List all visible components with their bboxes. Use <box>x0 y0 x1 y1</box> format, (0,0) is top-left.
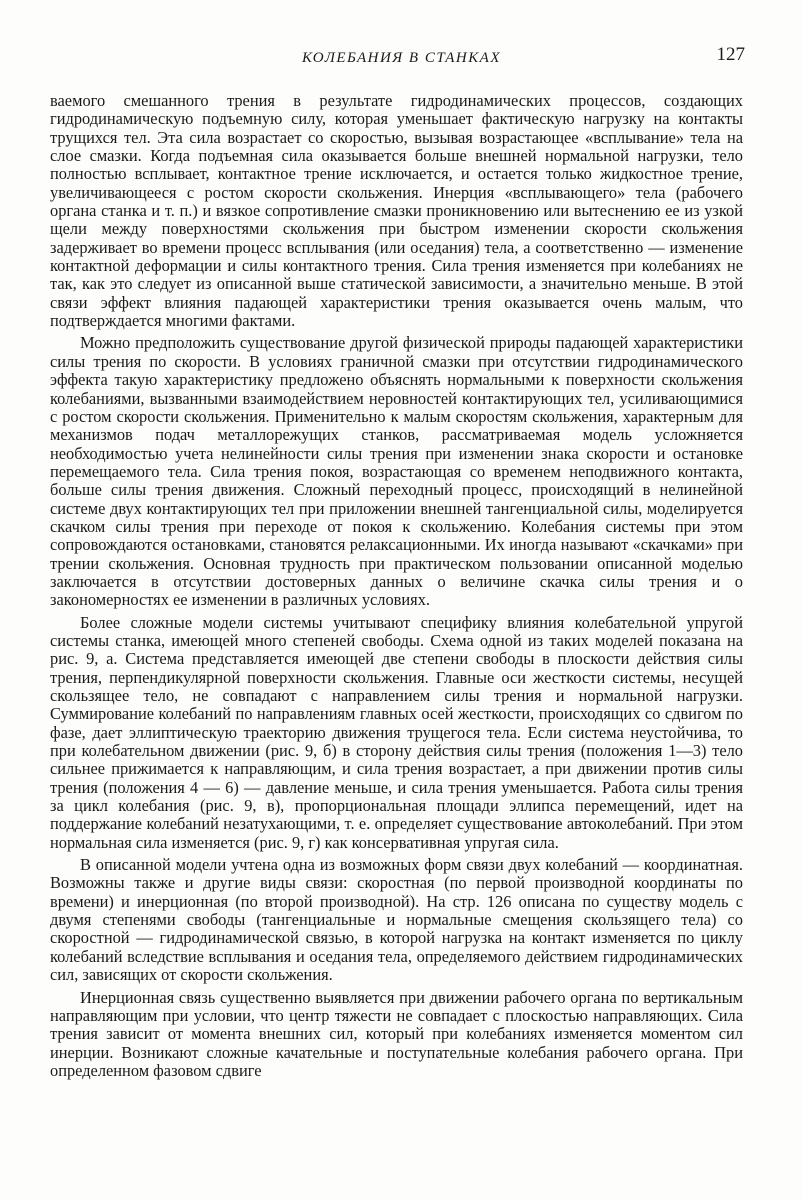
paragraph-continuation: ваемого смешанного трения в результате гидродинамических процессов, создающих гидродинамическую подъемную силу, которая уменьшает фактическую нагрузку на контакты трущихся тел. Эта сила возрастает со скоростью, вызывая возрастающее «всплывание» тела на слое смазки. Когда подъемная сила оказывается больше внешней нормальной нагрузки, тело полностью всплывает, контактное трение исключается, и остается только жидкостное трение, увеличивающееся с ростом скорости скольжения. Инерция «всплывающего» тела (рабочего органа станка и т. п.) и вязкое сопротивление смазки проникновению или вытеснению ее из узкой щели между поверхностями скольжения при быстром изменении скорости скольжения задерживает во времени процесс всплывания (или оседания) тела, а соответственно — изменение контактной деформации и силы контактного трения. Сила трения изменяется при колебаниях не так, как это следует из описанной выше статической зависимости, а значительно меньше. В этой связи эффект влияния падающей характеристики трения оказывается очень малым, что подтверждается многими фактами. <box>50 91 743 331</box>
running-head: КОЛЕБАНИЯ В СТАНКАХ <box>301 50 501 66</box>
page-number: 127 <box>716 44 745 65</box>
paragraph: Можно предположить существование другой физической природы падающей характеристики силы трения по скорости. В условиях граничной смазки при отсутствии гидродинамического эффекта такую характеристику предложено объяснять нормальными к поверхности скольжения колебаниями, вызванными взаимодействием неровностей контактирующих тел, усиливающимися с ростом скорости скольжения. Применительно к малым скоростям скольжения, характерным для механизмов подач металлорежущих станков, рассматриваемая модель усложняется необходимостью учета нелинейности силы трения при изменении знака скорости и остановке перемещаемого тела. Сила трения покоя, возрастающая со временем неподвижного контакта, больше силы трения движения. Сложный переходный процесс, происходящий в нелинейной системе двух контактирующих тел при приложении внешней тангенциальной силы, моделируется скачком силы трения при переходе от покоя к скольжению. Колебания системы при этом сопровождаются остановками, становятся релаксационными. Их иногда называют «скачками» при трении скольжения. Основная трудность при практическом пользовании описанной моделью заключается в отсутствии достоверных данных о величине скачка силы трения и о закономерностях ее изменении в различных условиях. <box>50 333 743 610</box>
body-text <box>50 92 743 1080</box>
paragraph: Более сложные модели системы учитывают специфику влияния колебательной упругой системы станка, имеющей много степеней свободы. Схема одной из таких моделей показана на рис. 9, а. Система представляется имеющей две степени свободы в плоскости действия силы трения, перпендикулярной поверхности скольжения. Главные оси жесткости системы, несущей скользящее тело, не совпадают с направлением силы трения и нормальной нагрузки. Суммирование колебаний по направлениям главных осей жесткости, происходящих со сдвигом по фазе, дает эллиптическую траекторию движения трущегося тела. Если система неустойчива, то при колебательном движении (рис. 9, б) в сторону действия силы трения (положения 1—3) тело сильнее прижимается к направляющим, и сила трения возрастает, а при движении против силы трения (положения 4 — 6) — давление меньше, и сила трения уменьшается. Работа силы трения за цикл колебания (рис. 9, в), пропорциональная площади эллипса перемещений, идет на поддержание колебаний незатухающими, т. е. определяет существование автоколебаний. При этом нормальная сила изменяется (рис. 9, г) как консервативная упругая сила. <box>50 612 743 852</box>
paragraph: В описанной модели учтена одна из возможных форм связи двух колебаний — координатная. Возможны также и другие виды связи: скоростная (по первой производной координаты по времени) и инерционная (по второй производной). На стр. 126 описана по существу модель с двумя степенями свободы (тангенциальные и нормальные смещения скользящего тела) со скоростной — гидродинамической связью, в которой нагрузка на контакт изменяется по циклу колебаний вследствие всплывания и оседания тела, определяемого действием гидродинамических сил, зависящих от скорости скольжения. <box>50 855 743 985</box>
paragraph: Инерционная связь существенно выявляется при движении рабочего органа по вертикальным направляющим при условии, что центр тяжести не совпадает с плоскостью направляющих. Сила трения зависит от момента внешних сил, который при колебаниях изменяется моментом сил инерции. Возникают сложные качательные и поступательные колебания рабочего органа. При определенном фазовом сдвиге <box>50 987 743 1080</box>
